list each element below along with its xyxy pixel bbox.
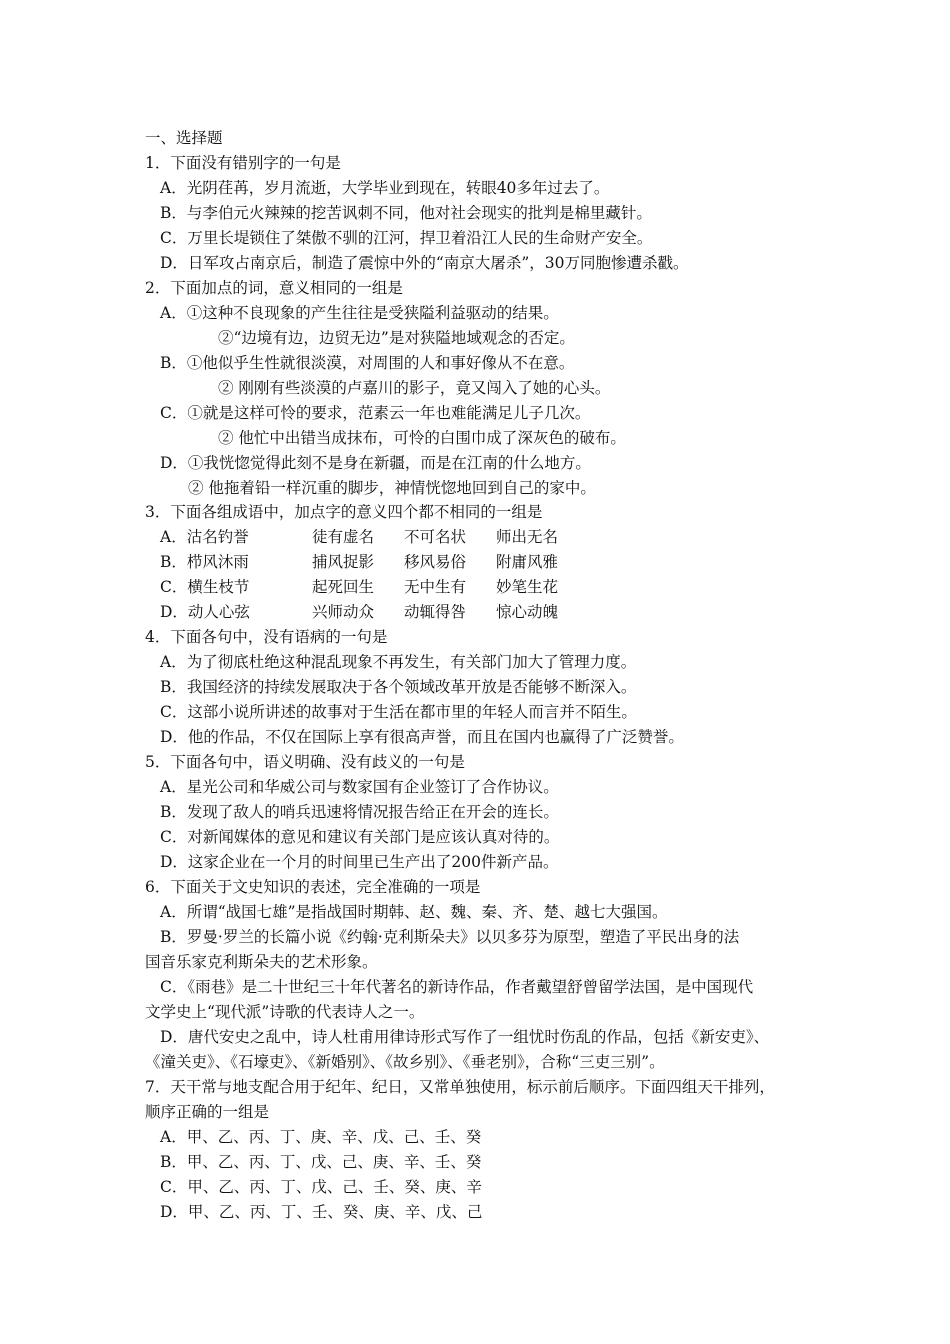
q5-option-c: C．对新闻媒体的意见和建议有关部门是应该认真对待的。 [160, 828, 560, 846]
q1-option-c: C．万里长堤锁住了桀傲不驯的江河，捍卫着沿江人民的生命财产安全。 [160, 229, 653, 247]
q2-option-a1: A．①这种不良现象的产生往往是受狭隘利益驱动的结果。 [160, 304, 559, 322]
idiom: 捕风捉影 [312, 553, 375, 571]
q5-option-a: A．星光公司和华威公司与数家国有企业签订了合作协议。 [160, 778, 559, 796]
q2-option-c2: ② 他忙中出错当成抹布，可怜的白围巾成了深灰色的破布。 [218, 429, 626, 447]
idiom: C．横生枝节 [160, 578, 250, 596]
q4-option-d: D．他的作品，不仅在国际上享有很高声誉，而且在国内也赢得了广泛赞誉。 [160, 728, 684, 746]
q2-option-a2: ②“边境有边，边贸无边”是对狭隘地域观念的否定。 [218, 329, 575, 347]
q5-option-d: D．这家企业在一个月的时间里已生产出了200件新产品。 [160, 853, 559, 871]
idiom: D．动人心弦 [160, 603, 250, 621]
q5-option-b: B．发现了敌人的哨兵迅速将情况报告给正在开会的连长。 [160, 803, 559, 821]
idiom: A．沽名钓誉 [160, 528, 249, 546]
question-7-stem-cont: 顺序正确的一组是 [145, 1103, 270, 1121]
q3-row-d [160, 600, 558, 624]
q4-option-c: C．这部小说所讲述的故事对于生活在都市里的年轻人而言并不陌生。 [160, 703, 637, 721]
idiom: 不可名状 [404, 528, 467, 546]
idiom: 移风易俗 [404, 553, 467, 571]
idiom: 徒有虚名 [312, 528, 375, 546]
question-4-stem: 4．下面各句中，没有语病的一句是 [145, 628, 388, 646]
question-2-stem: 2．下面加点的词，意义相同的一组是 [145, 279, 403, 297]
idiom: 附庸风雅 [496, 553, 559, 571]
question-3-stem: 3．下面各组成语中，加点字的意义四个都不相同的一组是 [145, 503, 543, 521]
q7-option-c: C．甲、乙、丙、丁、戊、己、壬、癸、庚、辛 [160, 1178, 482, 1196]
q2-option-c1: C．①就是这样可怜的要求，范素云一年也难能满足儿子几次。 [160, 404, 591, 422]
question-5-stem: 5．下面各句中，语义明确、没有歧义的一句是 [145, 753, 465, 771]
idiom: 师出无名 [496, 528, 559, 546]
q6-option-d: D．唐代安史之乱中，诗人杜甫用律诗形式写作了一组忧时伤乱的作品，包括《新安吏》、 [160, 1028, 770, 1046]
q6-option-c-cont: 文学史上“现代派”诗歌的代表诗人之一。 [145, 1003, 425, 1021]
q2-option-b1: B．①他似乎生性就很淡漠，对周围的人和事好像从不在意。 [160, 354, 575, 372]
idiom: 动辄得咎 [404, 603, 467, 621]
q7-option-b: B．甲、乙、丙、丁、戊、己、庚、辛、壬、癸 [160, 1153, 482, 1171]
q6-option-d-cont: 《潼关吏》、《石壕吏》、《新婚别》、《故乡别》、《垂老别》，合称“三吏三别”。 [145, 1053, 665, 1071]
question-7-stem: 7．天干常与地支配合用于纪年、纪日，又常单独使用，标示前后顺序。下面四组天干排列， [145, 1078, 775, 1096]
q7-option-d: D．甲、乙、丙、丁、壬、癸、庚、辛、戊、己 [160, 1203, 483, 1221]
q2-option-b2: ② 刚刚有些淡漠的卢嘉川的影子，竟又闯入了她的心头。 [218, 379, 611, 397]
q4-option-b: B．我国经济的持续发展取决于各个领域改革开放是否能够不断深入。 [160, 678, 637, 696]
idiom: B．栉风沐雨 [160, 553, 249, 571]
q2-option-d2: ② 他拖着铅一样沉重的脚步，神情恍惚地回到自己的家中。 [188, 479, 596, 497]
q4-option-a: A．为了彻底杜绝这种混乱现象不再发生，有关部门加大了管理力度。 [160, 653, 637, 671]
question-6-stem: 6．下面关于文史知识的表述，完全准确的一项是 [145, 878, 481, 896]
q6-option-c: C．《雨巷》是二十世纪三十年代著名的新诗作品，作者戴望舒曾留学法国，是中国现代 [160, 978, 754, 996]
idiom: 兴师动众 [312, 603, 375, 621]
q3-row-a [160, 525, 558, 549]
q6-option-b: B．罗曼·罗兰的长篇小说《约翰·克利斯朵夫》以贝多芬为原型，塑造了平民出身的法 [160, 928, 740, 946]
idiom: 无中生有 [404, 578, 467, 596]
q7-option-a: A．甲、乙、丙、丁、庚、辛、戊、己、壬、癸 [160, 1128, 482, 1146]
idiom: 妙笔生花 [496, 578, 559, 596]
idiom: 惊心动魄 [496, 603, 559, 621]
idiom: 起死回生 [312, 578, 375, 596]
q3-row-b [160, 550, 558, 574]
q6-option-a: A．所谓“战国七雄”是指战国时期韩、赵、魏、秦、齐、楚、越七大强国。 [160, 903, 668, 921]
q1-option-a: A．光阴荏苒，岁月流逝，大学毕业到现在，转眼40多年过去了。 [160, 179, 610, 197]
section-title: 一、选择题 [145, 129, 223, 147]
q6-option-b-cont: 国音乐家克利斯朵夫的艺术形象。 [145, 953, 378, 971]
q2-option-d1: D．①我恍惚觉得此刻不是身在新疆，而是在江南的什么地方。 [160, 454, 591, 472]
question-1-stem: 1．下面没有错别字的一句是 [145, 154, 341, 172]
q3-row-c [160, 575, 558, 599]
q1-option-b: B．与李伯元火辣辣的挖苦讽刺不同，他对社会现实的批判是棉里藏针。 [160, 204, 652, 222]
q1-option-d: D．日军攻占南京后，制造了震惊中外的“南京大屠杀”，30万同胞惨遭杀戳。 [160, 254, 689, 272]
